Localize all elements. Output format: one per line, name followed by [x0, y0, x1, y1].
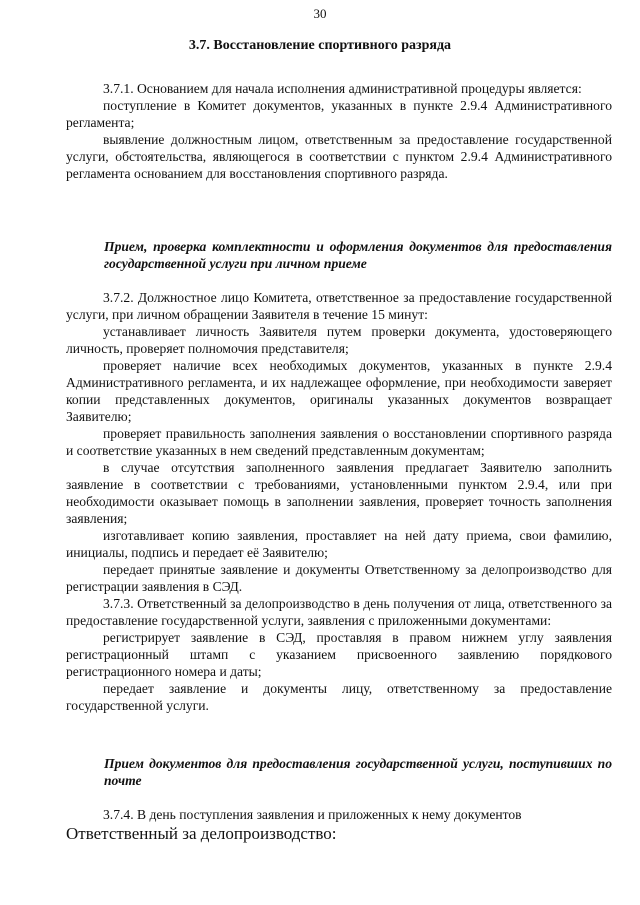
subheading-personal-reception: [104, 238, 612, 272]
paragraph: выявление должностным лицом, ответственным за предоставление государственной услуги, обстоятельства, являющегося в соответствии с пунктом 2.9.4 Административного регламента основанием для восстановления спортивного разряда.: [66, 132, 612, 181]
paragraph: проверяет наличие всех необходимых документов, указанных в пункте 2.9.4 Административного регламента, и их надлежащее оформление, при необходимости заверяет копии представленных документов, оригиналы указанных документов возвращает Заявителю;: [66, 358, 612, 424]
paragraph: устанавливает личность Заявителя путем проверки документа, удостоверяющего личность, проверяет полномочия представителя;: [66, 324, 612, 356]
paragraph-block-1: [66, 80, 612, 182]
section-heading: 3.7. Восстановление спортивного разряда: [188, 38, 452, 53]
paragraph: регистрирует заявление в СЭД, проставляя в правом нижнем углу заявления регистрационный штамп с указанием присвоенного заявлению порядкового регистрационного номера и даты;: [66, 630, 612, 679]
subheading-text: Прием, проверка комплектности и оформления документов для предоставления государственной услуги при личном приеме: [104, 239, 612, 271]
subheading-postal-reception: [104, 755, 612, 789]
paragraph: 3.7.2. Должностное лицо Комитета, ответственное за предоставление государственной услуги, при личном обращении Заявителя в течение 15 минут:: [66, 290, 612, 322]
paragraph: Ответственный за делопроизводство:: [66, 824, 337, 843]
paragraph: передает заявление и документы лицу, ответственному за предоставление государственной услуги.: [66, 681, 612, 713]
paragraph: 3.7.3. Ответственный за делопроизводство в день получения от лица, ответственного за предоставление государственной услуги, заявления с приложенными документами:: [66, 596, 612, 628]
paragraph-block-3: [66, 806, 612, 842]
paragraph: изготавливает копию заявления, проставляет на ней дату приема, свои фамилию, инициалы, подпись и передает её Заявителю;: [66, 528, 612, 560]
paragraph: проверяет правильность заполнения заявления о восстановлении спортивного разряда и соответствие указанных в нем сведений представленным документам;: [66, 426, 612, 458]
paragraph: 3.7.1. Основанием для начала исполнения административной процедуры является:: [103, 81, 582, 96]
subheading-text: Прием документов для предоставления государственной услуги, поступивших по почте: [104, 756, 612, 788]
paragraph-block-2: [66, 289, 612, 714]
paragraph: поступление в Комитет документов, указанных в пункте 2.9.4 Административного регламента;: [66, 98, 612, 130]
page-number: 30: [313, 6, 327, 21]
paragraph: в случае отсутствия заполненного заявления предлагает Заявителю заполнить заявление в соответствии с требованиями, установленными пунктом 2.9.4, или при необходимости оказывает помощь в заполнении заявления, проверяет точность заполнения заявления;: [66, 460, 612, 526]
paragraph: передает принятые заявление и документы Ответственному за делопроизводство для регистрации заявления в СЭД.: [66, 562, 612, 594]
paragraph: 3.7.4. В день поступления заявления и приложенных к нему документов: [103, 807, 522, 822]
